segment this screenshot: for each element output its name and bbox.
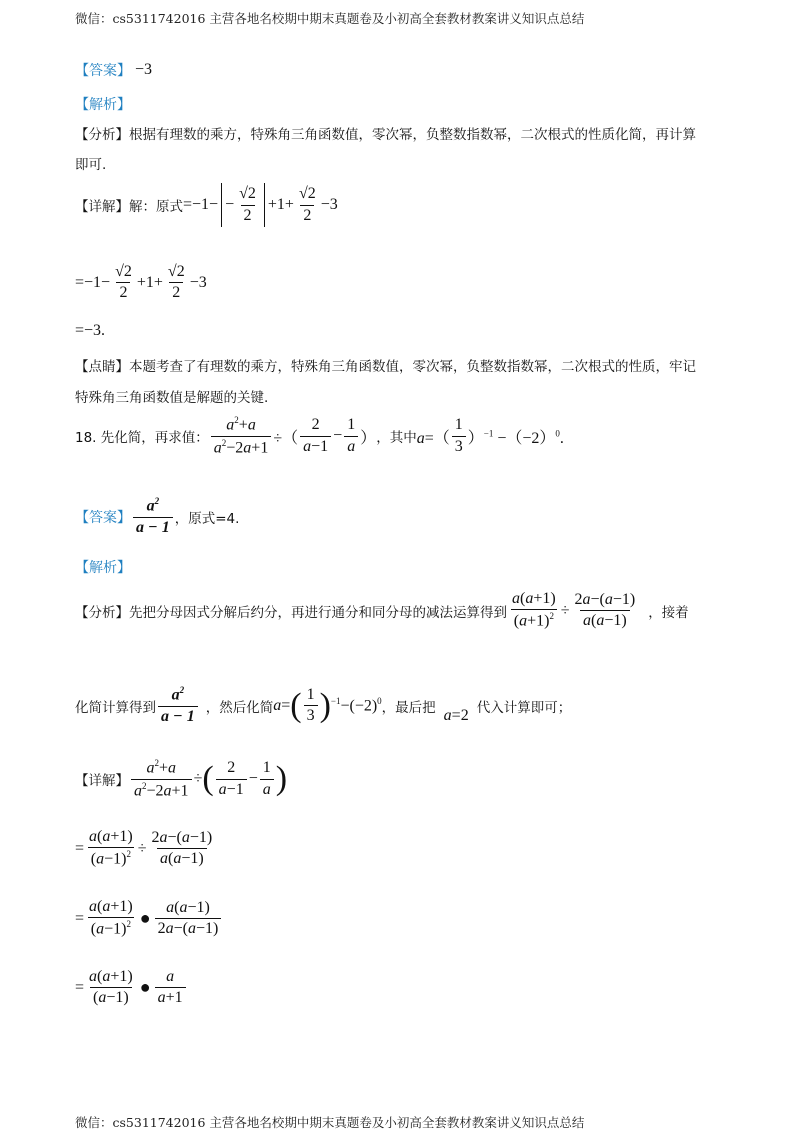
page-footer: 微信：cs5311742016 主营各地名校期中期末真题卷及小初高全套教材教案讲义知识点总结 bbox=[75, 1115, 585, 1130]
q18-detail-line4: = $\frac{a(a+1)}{(a-1)}$ ● $\frac{a}{a+1}$ bbox=[75, 968, 188, 1008]
q17-fenxi-text: 根据有理数的乘方，特殊角三角函数值，零次幂，负整数指数幂，二次根式的性质化简，再计算 bbox=[129, 127, 696, 143]
q18-question: 18. 先化简，再求值： $\frac{a^2+a}{a^2-2a+1}$ ÷（ $\frac{2}{a-1}$ − $\frac{1}{a}$ ） ，其中 a=（ $\frac{1}{3}$ ）$^{-1} -(-2)^0$. bbox=[75, 415, 564, 457]
abs-bar-right bbox=[264, 183, 265, 227]
fenxi-tag: 【分析】 bbox=[75, 127, 129, 143]
q17-detail-line1: 【详解】 解：原式 =−1− − $\frac{√2}{2}$ +1+ $\frac{√2}{2}$ −3 bbox=[75, 183, 338, 227]
q17-detail-prefix: 解：原式 bbox=[129, 199, 183, 215]
analysis-tag: 【解析】 bbox=[75, 560, 131, 576]
answer-tag: 【答案】 bbox=[75, 63, 131, 79]
analysis-tag: 【解析】 bbox=[75, 97, 131, 113]
fraction: $\frac{√2}{2}$ bbox=[298, 185, 316, 224]
q18-answer-tail: ，原式=4. bbox=[174, 510, 240, 527]
detail-tag: 【详解】 bbox=[75, 199, 129, 215]
fraction: $\frac{√2}{2}$ bbox=[239, 185, 256, 224]
q17-expr-1: =−1− bbox=[183, 196, 219, 213]
q18-detail-line1: 【详解】 $\frac{a^2+a}{a^2-2a+1}$ ÷ ( $\frac{2}{a-1}$ − $\frac{1}{a}$ ) bbox=[75, 758, 288, 800]
q17-detail-line2: =−1− $\frac{√2}{2}$ +1+ $\frac{√2}{2}$ −3 bbox=[75, 263, 207, 302]
q17-answer-line bbox=[75, 60, 152, 80]
q17-detail-line3: =−3. bbox=[75, 322, 106, 339]
q18-detail-line3: = $\frac{a(a+1)}{(a-1)^2}$ ● $\frac{a(a-1)}{2a-(a-1)}$ bbox=[75, 898, 223, 939]
q17-fenxi-line1 bbox=[75, 123, 696, 143]
fenxi-tag: 【分析】 bbox=[75, 604, 129, 621]
q17-answer-value: −3 bbox=[135, 61, 153, 78]
q17-dianjing-line2: 特殊角三角函数值是解题的关键. bbox=[75, 390, 269, 406]
q18-prefix: 18. 先化简，再求值： bbox=[75, 430, 209, 447]
q18-answer-line: 【答案】 $\frac{a^2}{a - 1}$ ，原式=4. bbox=[75, 496, 240, 536]
page-header: 微信：cs5311742016 主营各地名校期中期末真题卷及小初高全套教材教案讲义知识点总结 bbox=[75, 11, 585, 26]
abs-bar-left bbox=[221, 183, 222, 227]
answer-tag: 【答案】 bbox=[75, 509, 131, 526]
dianjing-tag: 【点睛】 bbox=[75, 359, 129, 375]
q18-detail-line2: = $\frac{a(a+1)}{(a-1)^2}$ ÷ $\frac{2a-(a-1)}{a(a-1)}$ bbox=[75, 828, 213, 868]
q18-fenxi-line1: 【分析】 先把分母因式分解后约分，再进行通分和同分母的减法运算得到 $\frac{a(a+1)}{(a+1)^2}$ ÷ $\frac{2a-(a-1)}{a(a-1)}$ ，接着 bbox=[75, 590, 689, 630]
detail-tag: 【详解】 bbox=[75, 773, 129, 790]
q18-fenxi-line2: 化简计算得到 $\frac{a^2}{a - 1}$ ，然后化简 a= ( $\frac{1}{3}$ ) $^{-1}-(-2)^0$ ，最后把 a=2 代入计算即可； bbox=[75, 685, 572, 725]
q17-fenxi-line2: 即可. bbox=[75, 157, 107, 173]
q17-dianjing-line1: 【点睛】本题考查了有理数的乘方，特殊角三角函数值，零次幂，负整数指数幂，二次根式的性质，牢记 bbox=[75, 359, 696, 375]
q18-where: ，其中 bbox=[376, 430, 417, 447]
